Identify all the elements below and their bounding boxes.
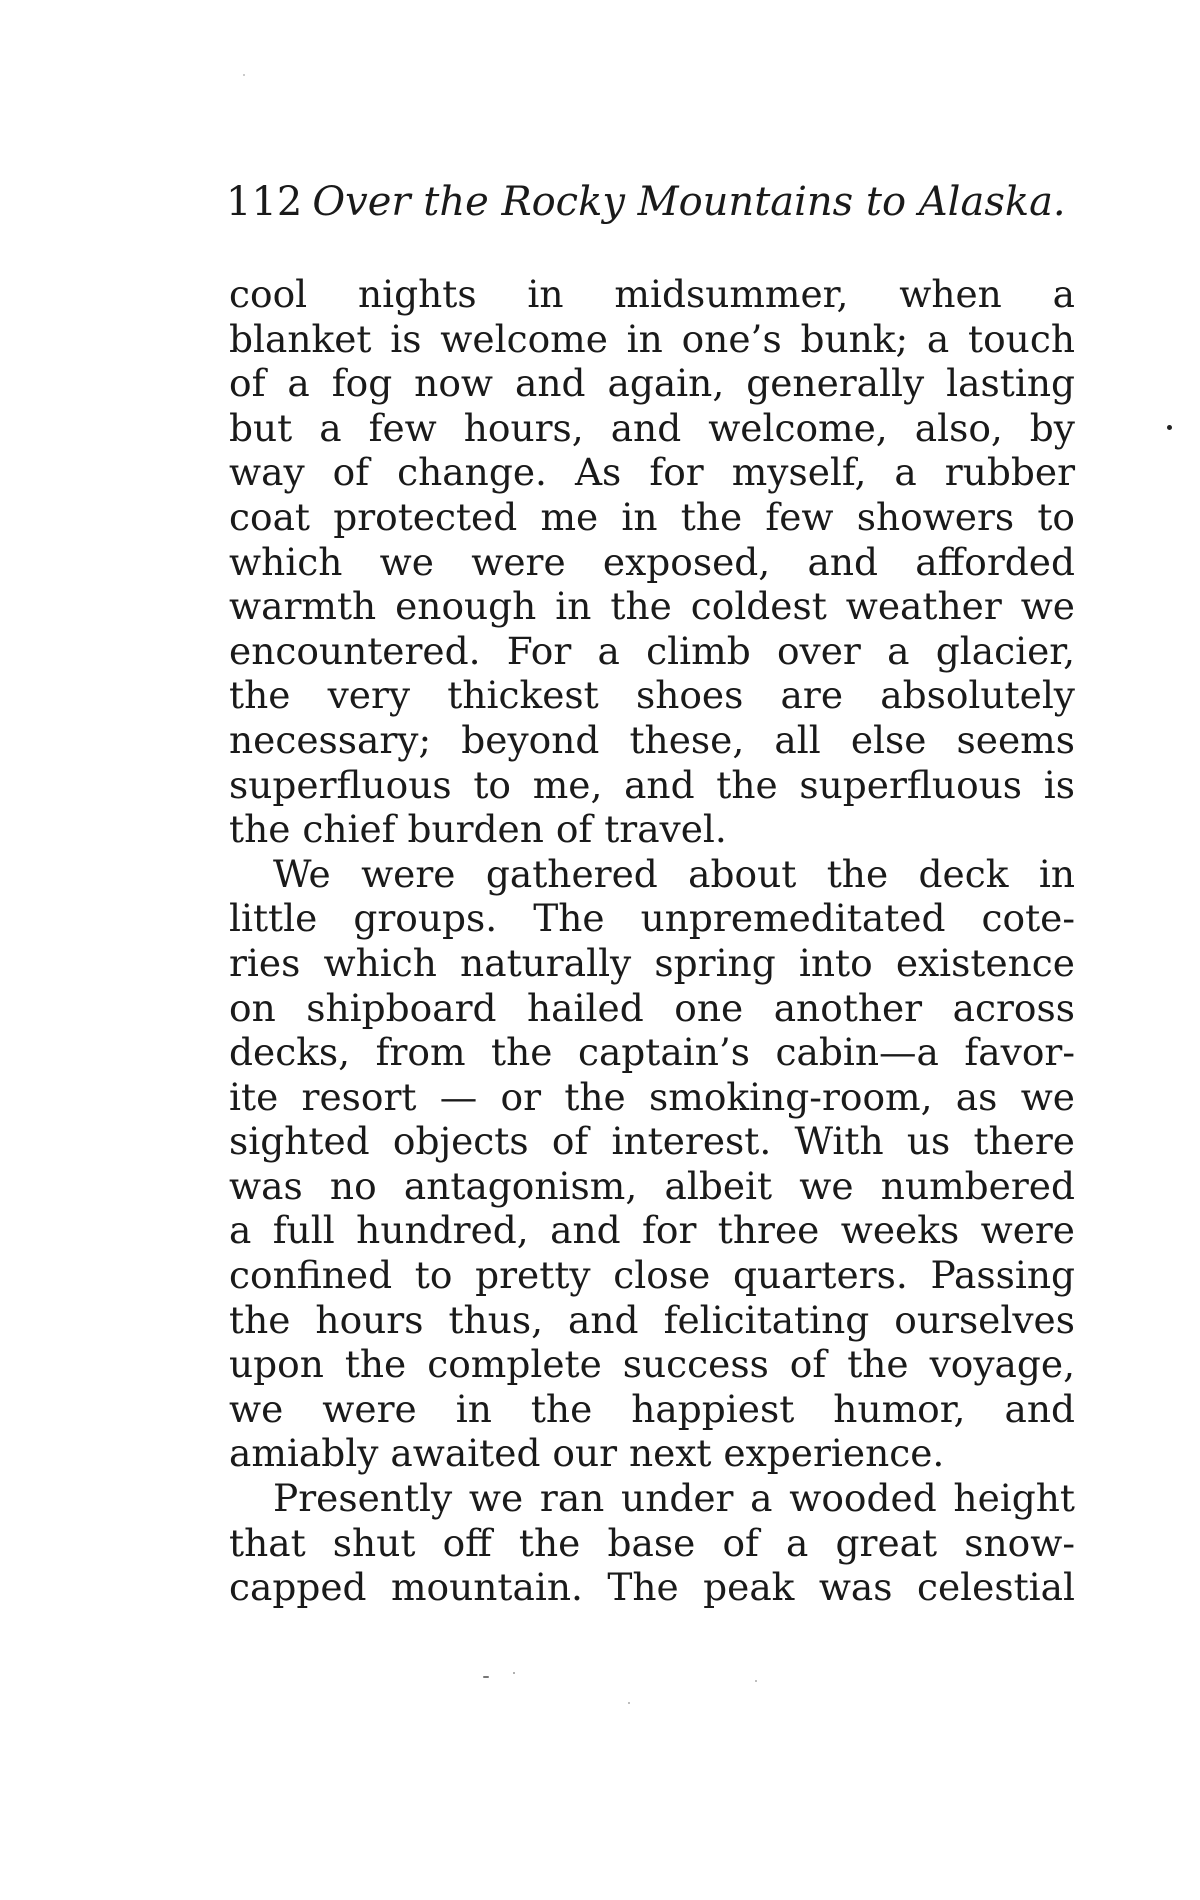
text-line: a full hundred, and for three weeks were [229, 1208, 1075, 1253]
text-line: the hours thus, and felicitating ourselves [229, 1297, 1075, 1342]
page-number: 112 [226, 179, 303, 225]
text-line: we were in the happiest humor, and [229, 1386, 1075, 1431]
text-line: coat protected me in the few showers to [229, 494, 1075, 539]
text-line: on shipboard hailed one another across [229, 985, 1075, 1030]
ink-speck [483, 1676, 489, 1678]
text-line: blanket is welcome in one’s bunk; a touch [229, 316, 1075, 361]
text-line: ries which naturally spring into existence [229, 940, 1075, 985]
text-line: superfluous to me, and the superfluous is [229, 762, 1075, 807]
text-line: but a few hours, and welcome, also, by [229, 405, 1075, 450]
text-line: cool nights in midsummer, when a [229, 272, 1075, 316]
text-line: of a fog now and again, generally lasting [229, 361, 1075, 406]
ink-speck [1167, 425, 1172, 430]
ink-speck [755, 1680, 757, 1682]
text-line: sighted objects of interest. With us there [229, 1119, 1075, 1164]
text-line: ite resort — or the smoking-room, as we [229, 1074, 1075, 1119]
ink-speck [628, 1702, 630, 1704]
paragraph-start-line: We were gathered about the deck in [273, 851, 1075, 896]
running-head [226, 178, 1126, 226]
text-line: little groups. The unpremeditated cote- [229, 896, 1075, 941]
book-title: Over the Rocky Mountains to Alaska. [312, 179, 1066, 225]
text-line: encountered. For a climb over a glacier, [229, 628, 1075, 673]
text-line: decks, from the captain’s cabin—a favor- [229, 1030, 1075, 1075]
text-line: capped mountain. The peak was celestial [229, 1565, 1075, 1610]
paragraph-start-line: Presently we ran under a wooded height [273, 1476, 1075, 1521]
text-line: that shut off the base of a great snow- [229, 1520, 1075, 1565]
text-line: the very thickest shoes are absolutely [229, 673, 1075, 718]
text-line: confined to pretty close quarters. Passing [229, 1253, 1075, 1298]
text-line: which we were exposed, and afforded [229, 539, 1075, 584]
paragraph-end-line: the chief burden of travel. [229, 807, 727, 852]
text-line: was no antagonism, albeit we numbered [229, 1163, 1075, 1208]
text-line: necessary; beyond these, all else seems [229, 717, 1075, 762]
text-line: upon the complete success of the voyage, [229, 1342, 1075, 1387]
ink-speck [243, 74, 245, 76]
text-line: way of change. As for myself, a rubber [229, 450, 1075, 495]
paragraph-end-line: amiably awaited our next experience. [229, 1431, 945, 1476]
ink-speck [513, 1672, 515, 1674]
body-text [229, 272, 1075, 1610]
text-line: warmth enough in the coldest weather we [229, 584, 1075, 629]
